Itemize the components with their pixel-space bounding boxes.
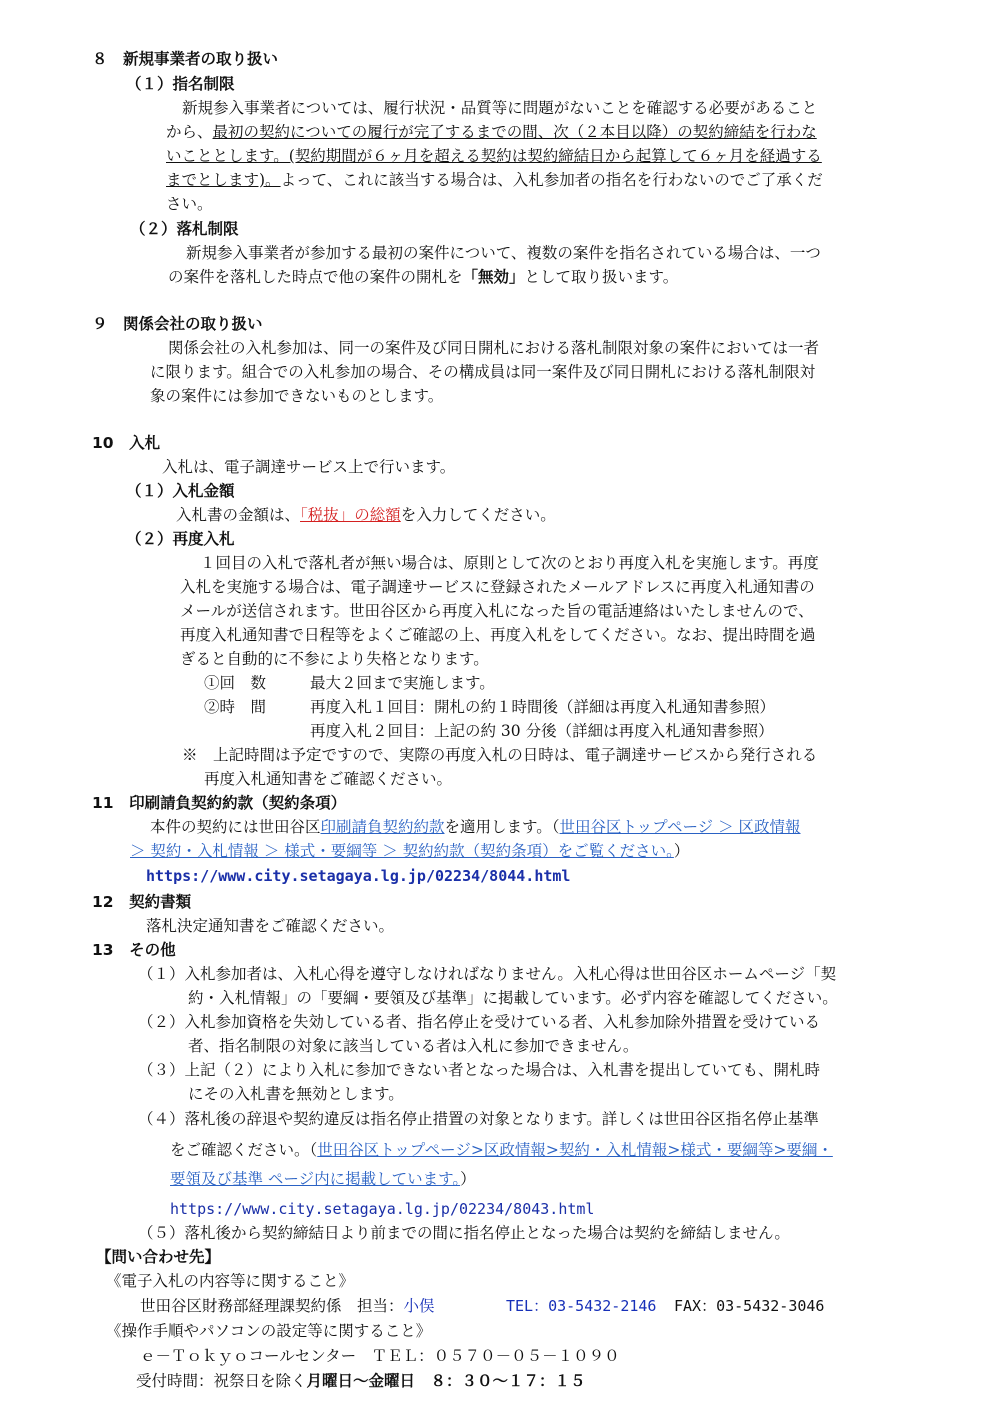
section-10-2-title: （２）再度入札 (126, 530, 235, 548)
paragraph-line: ＞ 契約・入札情報 ＞ 様式・要綱等 ＞ 契約約款（契約条項）をご覧ください。） (130, 842, 690, 860)
paragraph-line: までとします)。よって、これに該当する場合は、入札参加者の指名を行わないのでご了承くだ (166, 171, 823, 189)
paragraph-line: メールが送信されます。世田谷区から再度入札になった旨の電話連絡はいたしませんので、 (180, 602, 814, 620)
paragraph-line: 要領及び基準 ページ内に掲載しています。） (170, 1170, 476, 1188)
breadcrumb-link[interactable]: 世田谷区トップページ>区政情報>契約・入札情報>様式・要綱等>要綱・ (317, 1141, 833, 1159)
section-9-heading: ９ 関係会社の取り扱い (92, 315, 263, 333)
note-line: ※ 上記時間は予定ですので、実際の再度入札の日時は、電子調達サービスから発行される (182, 746, 818, 764)
paragraph-line: をご確認ください。（世田谷区トップページ>区政情報>契約・入札情報>様式・要綱等>要綱・ (170, 1141, 833, 1159)
contact-fax: FAX：03-5432-3046 (674, 1297, 825, 1315)
list-item-label: ②時 間 (204, 698, 267, 716)
section-11-heading: 11 印刷請負契約約款（契約条項） (92, 794, 347, 812)
paragraph-line: （５）落札後から契約締結日より前までの間に指名停止となった場合は契約を締結しません。 (138, 1224, 790, 1242)
breadcrumb-link[interactable]: ＞ 契約・入札情報 ＞ 様式・要綱等 ＞ 契約約款（契約条項）をご覧ください。 (130, 842, 674, 860)
section-13-heading: 13 その他 (92, 941, 176, 959)
paragraph-line: （２）入札参加資格を失効している者、指名停止を受けている者、入札参加除外措置を受けている (138, 1013, 821, 1031)
paragraph-line: 入札書の金額は、「税抜」の総額を入力してください。 (176, 506, 556, 524)
url-link-8043[interactable]: https://www.city.setagaya.lg.jp/02234/8043.html (170, 1200, 595, 1218)
business-hours: 受付時間：祝祭日を除く月曜日～金曜日 ８：３０～１７：１５ (136, 1372, 586, 1390)
paragraph-line: 新規参入事業者については、履行状況・品質等に問題がないことを確認する必要があること (182, 99, 818, 117)
list-item-text: 再度入札２回目：上記の約 30 分後（詳細は再度入札通知書参照） (310, 722, 774, 740)
url-link-8044[interactable]: https://www.city.setagaya.lg.jp/02234/8044.html (146, 867, 571, 885)
contract-terms-link[interactable]: 印刷請負契約約款 (320, 818, 445, 836)
section-12-heading: 12 契約書類 (92, 893, 192, 911)
paragraph-line: 約・入札情報」の「要綱・要領及び基準」に掲載しています。必ず内容を確認してください。 (188, 989, 838, 1007)
breadcrumb-link[interactable]: 要領及び基準 ページ内に掲載しています。 (170, 1170, 461, 1188)
paragraph-line: （４）落札後の辞退や契約違反は指名停止措置の対象となります。詳しくは世田谷区指名停止基準 (138, 1110, 819, 1128)
list-item-text: 再度入札１回目：開札の約１時間後（詳細は再度入札通知書参照） (310, 698, 776, 716)
contact-group-title: 《操作手順やパソコンの設定等に関すること》 (106, 1322, 432, 1340)
paragraph-line: 落札決定通知書をご確認ください。 (146, 917, 395, 935)
paragraph-line: 入札は、電子調達サービス上で行います。 (162, 458, 456, 476)
note-line: 再度入札通知書をご確認ください。 (204, 770, 453, 788)
section-8-2-title: （２）落札制限 (130, 220, 239, 238)
paragraph-line: に限ります。組合での入札参加の場合、その構成員は同一案件及び同日開札における落札制限対 (150, 363, 816, 381)
paragraph-line: 再度入札通知書で日程等をよくご確認の上、再度入札をしてください。なお、提出時間を過 (180, 626, 816, 644)
paragraph-line: 関係会社の入札参加は、同一の案件及び同日開札における落札制限対象の案件においては一者 (168, 339, 820, 357)
tax-exclusive-total: 「税抜」の総額 (300, 506, 401, 524)
contact-person: 小俣 (403, 1297, 435, 1315)
paragraph-line: １回目の入札で落札者が無い場合は、原則として次のとおり再度入札を実施します。再度 (200, 554, 819, 572)
contact-line: 世田谷区財務部経理課契約係 担当：小俣 (140, 1297, 435, 1315)
section-10-heading: 10 入札 (92, 434, 161, 452)
paragraph-line: （１）入札参加者は、入札心得を遵守しなければなりません。入札心得は世田谷区ホームページ「契 (138, 965, 837, 983)
paragraph-line: の案件を落札した時点で他の案件の開札を「無効」として取り扱います。 (168, 268, 679, 286)
call-center-line: ｅ－Ｔｏｋｙｏコールセンター ＴＥＬ：０５７０－０５－１０９０ (140, 1347, 620, 1365)
section-8-1-title: （１）指名制限 (126, 75, 235, 93)
contact-heading: 【問い合わせ先】 (96, 1248, 221, 1266)
section-10-1-title: （１）入札金額 (126, 482, 235, 500)
paragraph-line: にその入札書を無効とします。 (188, 1085, 404, 1103)
paragraph-line: から、最初の契約についての履行が完了するまでの間、次（２本目以降）の契約締結を行わな (166, 123, 817, 141)
breadcrumb-link[interactable]: 世田谷区トップページ ＞ 区政情報 (559, 818, 801, 836)
section-8-heading: ８ 新規事業者の取り扱い (92, 50, 279, 68)
list-item-label: ①回 数 (204, 674, 267, 692)
contact-tel: TEL：03-5432-2146 (506, 1297, 657, 1315)
paragraph-line: 入札を実施する場合は、電子調達サービスに登録されたメールアドレスに再度入札通知書の (180, 578, 815, 596)
paragraph-line-underlined: いこととします。(契約期間が６ヶ月を超える契約は契約締結日から起算して６ヶ月を経過する (166, 147, 822, 165)
paragraph-line: さい。 (166, 195, 213, 213)
paragraph-line: 者、指名制限の対象に該当している者は入札に参加できません。 (188, 1037, 639, 1055)
paragraph-line: 象の案件には参加できないものとします。 (150, 387, 444, 405)
contact-group-title: 《電子入札の内容等に関すること》 (106, 1272, 355, 1290)
list-item-text: 最大２回まで実施します。 (310, 674, 495, 692)
paragraph-line: （３）上記（２）により入札に参加できない者となった場合は、入札書を提出していても、開札時 (138, 1061, 821, 1079)
paragraph-line: 本件の契約には世田谷区印刷請負契約約款を適用します。（世田谷区トップページ ＞ 区政情報 (150, 818, 801, 836)
paragraph-line: ぎると自動的に不参により失格となります。 (180, 650, 489, 668)
paragraph-line: 新規参入事業者が参加する最初の案件について、複数の案件を指名されている場合は、一つ (186, 244, 821, 262)
